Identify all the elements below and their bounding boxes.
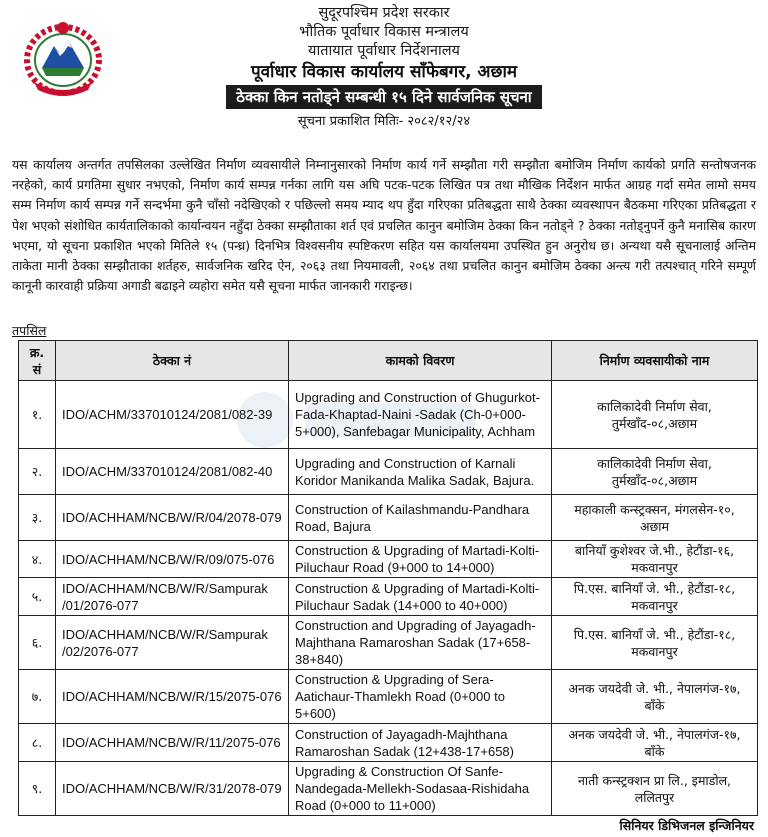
table-row xyxy=(19,541,758,578)
published-date-value: २०८२/१२/२४ xyxy=(407,114,471,129)
row-contract-no: IDO/ACHM/337010124/2081/082-39 xyxy=(56,381,289,449)
table-row xyxy=(19,724,758,762)
notice-title: ठेक्का किन नतोड्ने सम्बन्धी १५ दिने सार्वजनिक सूचना xyxy=(226,85,541,109)
row-description: Upgrading and Construction of Ghugurkot-Fada-Khaptad-Naini -Sadak (Ch-0+000- 5+000), Sanfebagar Municipality, Achham xyxy=(289,381,552,449)
row-description: Construction & Upgrading of Martadi-Kolti-Piluchaur Road (9+000 to 14+000) xyxy=(289,541,552,578)
signature-title: सिनियर डिभिजनल इन्जिनियर xyxy=(619,818,754,833)
row-sn: २. xyxy=(19,449,56,495)
province-government: सुदूरपश्चिम प्रदेश सरकार xyxy=(318,5,450,21)
table-row xyxy=(19,670,758,724)
row-sn: ६. xyxy=(19,616,56,670)
row-contract-no: IDO/ACHHAM/NCB/W/R/31/2078-079 xyxy=(56,762,289,816)
office-name: पूर्वाधार विकास कार्यालय साँफेबगर, अछाम xyxy=(250,62,518,82)
table-row xyxy=(19,762,758,816)
row-contract-no: IDO/ACHHAM/NCB/W/R/15/2075-076 xyxy=(56,670,289,724)
row-contract-no: IDO/ACHM/337010124/2081/082-40 xyxy=(56,449,289,495)
row-builder: नाती कन्स्ट्रक्शन प्रा लि., इमाडोल, ललितपुर xyxy=(552,762,758,816)
row-builder: बानियाँ कुशेश्वर जे.भी., हेटौंडा-१६, मकवानपुर xyxy=(552,541,758,578)
row-builder: कालिकादेवी निर्माण सेवा, तुर्मखाँद-०८,अछाम xyxy=(552,449,758,495)
contracts-table xyxy=(18,340,758,816)
row-description: Construction of Jayagadh-Majhthana Ramaroshan Sadak (12+438-17+658) xyxy=(289,724,552,762)
row-sn: ३. xyxy=(19,495,56,541)
letterhead xyxy=(0,4,768,131)
row-contract-no: IDO/ACHHAM/NCB/W/R/Sampurak /01/2076-077 xyxy=(56,578,289,616)
row-builder: महाकाली कन्स्ट्रक्सन, मंगलसेन-१०, अछाम xyxy=(552,495,758,541)
row-builder: पि.एस. बानियाँ जे. भी., हेटौंडा-१८, मकवानपुर xyxy=(552,578,758,616)
row-builder: कालिकादेवी निर्माण सेवा, तुर्मखाँद-०८,अछाम xyxy=(552,381,758,449)
row-sn: १. xyxy=(19,381,56,449)
row-sn: ५. xyxy=(19,578,56,616)
table-row xyxy=(19,381,758,449)
table-row xyxy=(19,449,758,495)
published-date-label: सूचना प्रकाशित मितिः- xyxy=(297,114,404,129)
col-sn: क्र. सं xyxy=(19,341,56,381)
row-sn: ९. xyxy=(19,762,56,816)
row-description: Upgrading & Construction Of Sanfe-Nandegada-Mellekh-Sodasaa-Rishidaha Road (0+000 to 11+000) xyxy=(289,762,552,816)
row-contract-no: IDO/ACHHAM/NCB/W/R/04/2078-079 xyxy=(56,495,289,541)
row-builder: पि.एस. बानियाँ जे. भी., हेटौंडा-१८, मकवानपुर xyxy=(552,616,758,670)
schedule-label: तपसिल xyxy=(12,323,47,338)
row-contract-no: IDO/ACHHAM/NCB/W/R/11/2075-076 xyxy=(56,724,289,762)
row-sn: ८. xyxy=(19,724,56,762)
table-header-row xyxy=(19,341,758,381)
row-builder: अनक जयदेवी जे. भी., नेपालगंज-१७, बाँके xyxy=(552,670,758,724)
row-sn: ७. xyxy=(19,670,56,724)
table-row xyxy=(19,495,758,541)
notice-body: यस कार्यालय अन्तर्गत तपसिलका उल्लेखित निर्माण व्यवसायीले निम्नानुसारको निर्माण कार्य गर्ने सम्झौता गरी सम्झौता बमोजिम निर्माण कार्यको प्रगति सन्तोषजनक नरहेको, कार्य प्रगतिमा सुधार नभएको, निर्माण कार्य सम्पन्न गर्नका लागि यस अघि पटक-पटक लिखित पत्र तथा मौखिक निर्देशन मार्फत आग्रह गर्दा समेत लामो समय सम्म निर्माण कार्य सम्पन्न गर्ने सन्दर्भमा कुनै चाँसो नदेखिएको र पछिल्लो समय म्याद थप हुँदा गरिएका प्रतिबद्धता साथै ठेक्का व्यवस्थापन बैठकमा गरिएका प्रतिबद्धता र पेश भएको संशोधित कार्यतालिकाको कार्यान्वयन नहुँदा ठेक्का सम्झौताका शर्त एवं प्रचलित कानुन बमोजिम ठेक्का किन नतोड्ने ? ठेक्का नतोड्नुपर्ने कुनै मनासिब कारण भएमा, यो सूचना प्रकाशित भएको मितिले १५ (पन्ध्र) दिनभित्र विश्वसनीय स्पष्टिकरण सहित यस कार्यालयमा उपस्थित हुन अनुरोध छ। अन्यथा यसै सूचनालाई अन्तिम ताकेता मानी ठेक्का सम्झौताका शर्तहरु, सार्वजनिक खरिद ऐन, २०६३ तथा नियमावली, २०६४ तथा प्रचलित कानुन बमोजिम ठेक्का अन्त्य गरी तत्पश्चात् गरिने सम्पूर्ण कानूनी कारवाही प्रक्रिया अगाडी बढाइने व्यहोरा समेत यसै सूचना मार्फत जानकारी गराइन्छ। xyxy=(12,157,756,294)
row-description: Construction of Kailashmandu-Pandhara Road, Bajura xyxy=(289,495,552,541)
col-work-description: कामको विवरण xyxy=(289,341,552,381)
row-sn: ४. xyxy=(19,541,56,578)
row-builder: अनक जयदेवी जे. भी., नेपालगंज-१७, बाँके xyxy=(552,724,758,762)
row-contract-no: IDO/ACHHAM/NCB/W/R/Sampurak /02/2076-077 xyxy=(56,616,289,670)
table-row xyxy=(19,578,758,616)
row-description: Upgrading and Construction of Karnali Koridor Manikanda Malika Sadak, Bajura. xyxy=(289,449,552,495)
directorate-name: यातायात पूर्वाधार निर्देशनालय xyxy=(308,43,460,59)
table-row xyxy=(19,616,758,670)
col-builder-name: निर्माण व्यवसायीको नाम xyxy=(552,341,758,381)
col-contract-no: ठेक्का नं xyxy=(56,341,289,381)
row-description: Construction & Upgrading of Martadi-Kolti-Piluchaur Sadak (14+000 to 40+000) xyxy=(289,578,552,616)
row-description: Construction and Upgrading of Jayagadh-Majhthana Ramaroshan Sadak (17+658-38+840) xyxy=(289,616,552,670)
ministry-name: भौतिक पूर्वाधार विकास मन्त्रालय xyxy=(299,24,469,40)
row-contract-no: IDO/ACHHAM/NCB/W/R/09/075-076 xyxy=(56,541,289,578)
published-date-line xyxy=(0,113,768,131)
row-description: Construction & Upgrading of Sera-Aatichaur-Thamlekh Road (0+000 to 5+600) xyxy=(289,670,552,724)
